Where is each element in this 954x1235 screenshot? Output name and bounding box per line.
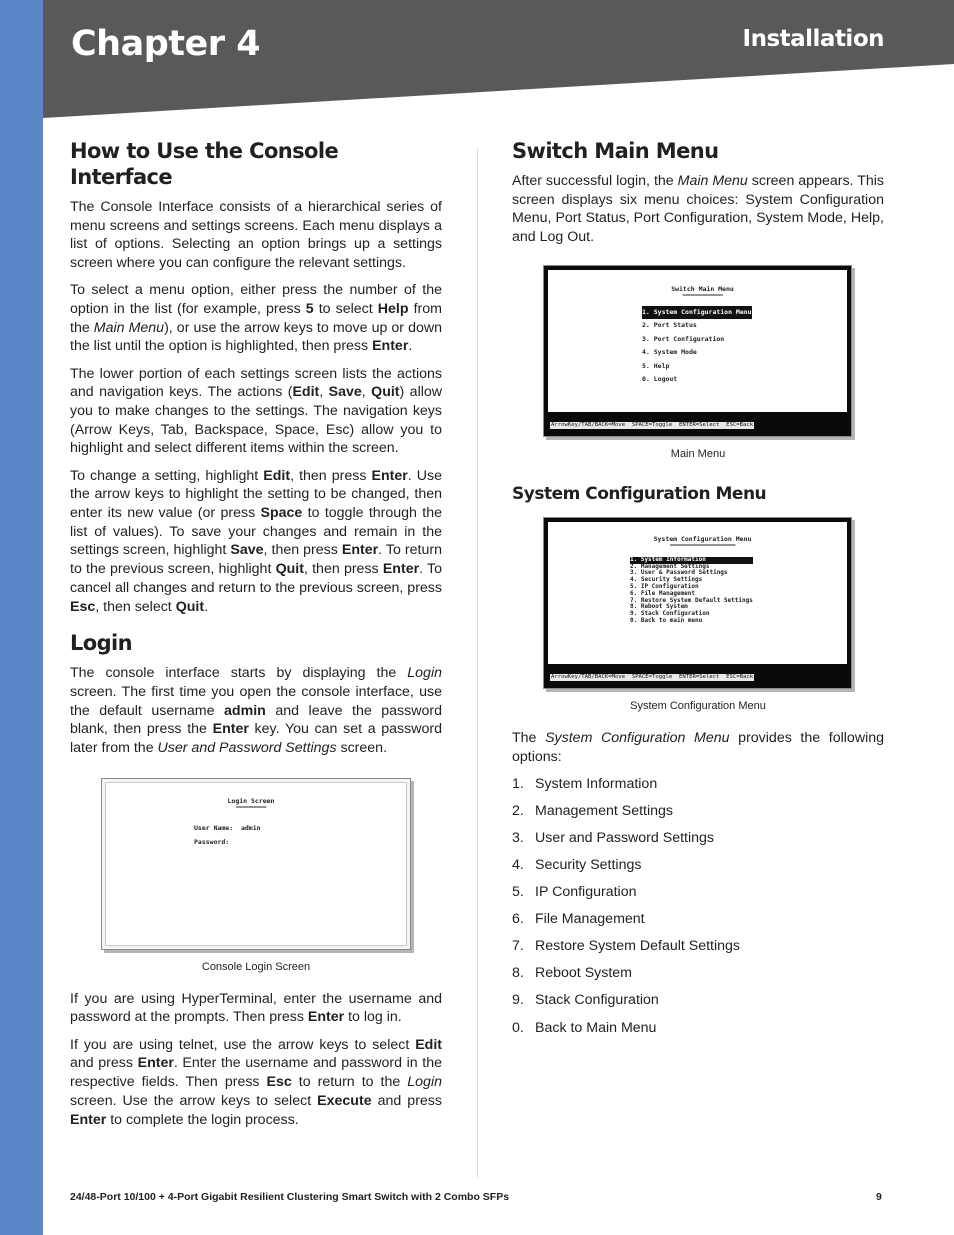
option-item: [512, 775, 884, 802]
login-username-field: User Name: admin: [194, 823, 261, 832]
side-stripe: [0, 0, 43, 1235]
status-bar-text: ArrowKey/TAB/BACK=Move SPACE=Toggle ENTER=Select ESC=Back: [551, 673, 754, 680]
login-screen-title: Login Screen: [227, 796, 275, 805]
system-config-screenshot: [543, 517, 852, 689]
option-label: Management Settings: [535, 802, 674, 819]
switch-main-menu-heading: Switch Main Menu: [512, 139, 719, 163]
screen-menu-item: 7. Restore System Default Settings: [630, 596, 753, 604]
option-label: IP Configuration: [535, 884, 637, 901]
system-config-underline: ==========================: [669, 542, 736, 549]
screen-menu-item: 2. Port Status: [642, 321, 697, 330]
option-item: [512, 856, 884, 883]
option-number: 6.: [512, 911, 524, 928]
screen-menu-item: 0. Back to main menu: [630, 616, 703, 624]
screen-menu-item: 1. System Information: [630, 557, 753, 564]
figure-caption: System Configuration Menu: [630, 699, 766, 712]
login-screen-figure: [70, 778, 442, 974]
system-config-heading: System Configuration Menu: [512, 483, 767, 504]
option-number: 8.: [512, 965, 524, 982]
console-login-screenshot: [101, 778, 411, 950]
console-interface-heading: How to Use the Console Interface: [70, 139, 339, 189]
main-menu-status-bar: [548, 412, 847, 432]
option-item: [512, 910, 884, 937]
main-menu-screenshot: [543, 265, 852, 437]
screen-menu-item: 4. System Mode: [642, 348, 697, 357]
page-number: 9: [876, 1191, 882, 1203]
paragraph: The System Configuration Menu provides the following options:: [512, 729, 884, 765]
option-number: 2.: [512, 802, 524, 819]
system-config-list: [630, 557, 753, 625]
option-item: [512, 991, 884, 1018]
screen-menu-item: 5. Help: [642, 361, 670, 370]
option-item: [512, 937, 884, 964]
screen-menu-item: 6. File Management: [630, 589, 696, 597]
paragraph: If you are using telnet, use the arrow keys to select Edit and press Enter. Enter the username and password in the respective fields. Then press Esc to return to the Login screen. Use the arrow keys to select Execute and press Enter to complete the login process.: [70, 1036, 443, 1128]
screen-menu-item: 1. System Configuration Menu: [642, 306, 752, 320]
option-item: [512, 1019, 884, 1046]
login-screen-underline: ============: [235, 804, 267, 811]
screen-menu-item: 8. Reboot System: [630, 603, 688, 611]
option-item: [512, 829, 884, 856]
section-title: Installation: [742, 26, 884, 52]
option-item: [512, 964, 884, 991]
main-menu-title: Switch Main Menu: [671, 284, 734, 293]
option-item: [512, 883, 884, 910]
option-number: 4.: [512, 857, 524, 873]
paragraph: The console interface starts by displaying the Login screen. The first time you open the console interface, use the default username admin and leave the password blank, then press the Enter key. You can set a password later from the User and Password Settings screen.: [70, 665, 443, 757]
system-config-figure: [512, 517, 884, 713]
option-label: System Information: [535, 775, 658, 792]
chapter-title: Chapter 4: [71, 24, 261, 64]
option-label: Back to Main Menu: [535, 1019, 657, 1036]
option-label: Security Settings: [535, 857, 642, 873]
option-number: 1.: [512, 775, 524, 792]
paragraph: After successful login, the Main Menu screen appears. This screen displays six menu choices: System Configuration Menu, Port Status, Port Configuration, System Mode, Help, and Log Out.: [512, 173, 884, 246]
option-label: Stack Configuration: [535, 992, 659, 1009]
system-config-options-list: [512, 775, 884, 1046]
left-column: [70, 138, 442, 1138]
main-menu-list: [642, 306, 752, 387]
paragraph: If you are using HyperTerminal, enter the username and password at the prompts. Then press Enter to log in.: [70, 990, 442, 1026]
status-bar-text: ArrowKey/TAB/BACK=Move SPACE=Toggle ENTER=Select ESC=Back: [551, 421, 754, 428]
screen-menu-item: 3. Port Configuration: [642, 334, 725, 343]
login-heading: Login: [70, 631, 132, 656]
figure-caption: Console Login Screen: [201, 960, 311, 973]
screen-menu-item: 2. Management Settings: [630, 562, 710, 570]
screen-menu-item: 5. IP Configuration: [630, 583, 699, 590]
right-column: [512, 138, 884, 1046]
screen-menu-item: 4. Security Settings: [630, 576, 703, 584]
paragraph: The Console Interface consists of a hierarchical series of menu screens and settings screens. Each menu displays a list of options. Selecting an option brings up a settings screen where you can configure the relevant settings.: [70, 199, 442, 272]
login-password-field: Password:: [194, 837, 230, 846]
paragraph: To change a setting, highlight Edit, then press Enter. Use the arrow keys to highlight the setting to be changed, then enter its new value (or press Space to toggle through the list of values). To save your changes and remain in the settings screen, highlight Save, then press Enter. To return to the previous screen, highlight Quit, then press Enter. To cancel all changes and return to the previous screen, press Esc, then select Quit.: [70, 467, 442, 615]
system-config-status-bar: [548, 664, 847, 684]
screen-menu-item: 0. Logout: [642, 375, 678, 384]
footer-product-name: 24/48-Port 10/100 + 4-Port Gigabit Resilient Clustering Smart Switch with 2 Combo SFPs: [70, 1191, 510, 1203]
option-label: User and Password Settings: [535, 829, 715, 846]
paragraph: To select a menu option, either press the number of the option in the list (for example, press 5 to select Help from the Main Menu), or use the arrow keys to move up or down the list until the option is highlighted, then press Enter.: [70, 282, 442, 355]
figure-caption: Main Menu: [670, 447, 726, 460]
paragraph: The lower portion of each settings screen lists the actions and navigation keys. The actions (Edit, Save, Quit) allow you to make changes to the settings. The navigation keys (Arrow Keys, Tab, Backspace, Space, Esc) allow you to highlight and select different items within the screen.: [70, 365, 443, 457]
option-number: 7.: [512, 938, 524, 955]
option-number: 5.: [512, 884, 524, 901]
main-menu-figure: [512, 265, 884, 461]
option-number: 3.: [512, 829, 524, 846]
option-item: [512, 802, 884, 829]
screen-menu-item: 9. Stack Configuration: [630, 610, 710, 618]
system-config-title: System Configuration Menu: [653, 534, 752, 543]
column-divider: [477, 148, 478, 1178]
option-label: Restore System Default Settings: [535, 938, 741, 955]
option-number: 9.: [512, 992, 524, 1009]
main-menu-underline: ================: [682, 292, 723, 299]
option-label: Reboot System: [535, 965, 632, 982]
option-number: 0.: [512, 1019, 524, 1036]
screen-menu-item: 3. User & Password Settings: [630, 569, 728, 577]
option-label: File Management: [535, 911, 645, 928]
